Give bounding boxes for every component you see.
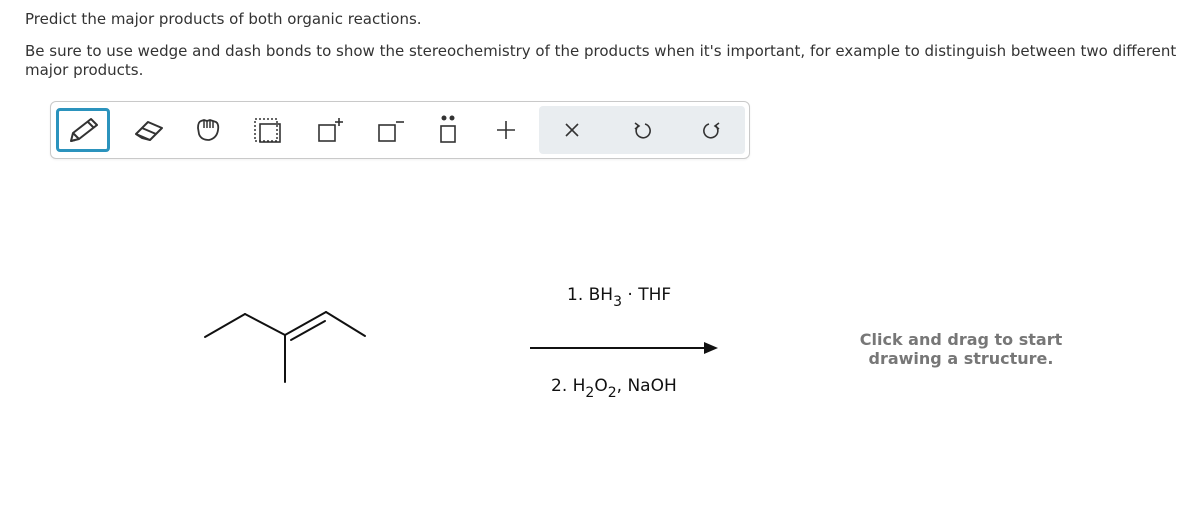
eraser-tool[interactable]: [122, 108, 176, 152]
lone-pair-tool[interactable]: [421, 108, 475, 152]
reagent-step-1: 1. $BH_3$ · THF: [567, 285, 672, 310]
reactant-alkene-structure: [195, 300, 375, 390]
eraser-icon: [132, 116, 166, 144]
negative-charge-tool[interactable]: [363, 108, 417, 152]
plus-icon: [492, 116, 520, 144]
history-controls: [539, 106, 745, 154]
hand-icon: [193, 116, 223, 144]
reagent-step-2: 2. $H_2O_2$, NaOH: [551, 376, 677, 401]
pencil-tool[interactable]: [56, 108, 110, 152]
reaction-arrow: [528, 341, 720, 355]
question-line-2: Be sure to use wedge and dash bonds to show the stereochemistry of the products when it's important, for example to distinguish between two different major products.: [25, 42, 1177, 79]
hand-tool[interactable]: [181, 108, 235, 152]
selection-icon: [251, 115, 285, 145]
positive-charge-tool[interactable]: [303, 108, 357, 152]
pencil-icon: [63, 115, 103, 145]
plus-charge-icon: [313, 115, 347, 145]
redo-icon: [700, 118, 724, 142]
product-drop-zone-hint[interactable]: Click and drag to start drawing a structure.: [859, 330, 1063, 368]
question-line-1: Predict the major products of both organic reactions.: [25, 10, 422, 28]
x-icon: [560, 118, 584, 142]
select-tool[interactable]: [241, 108, 295, 152]
clear-button[interactable]: [545, 108, 599, 152]
undo-icon: [630, 118, 654, 142]
redo-button[interactable]: [685, 108, 739, 152]
drawing-toolbar: [50, 101, 750, 159]
minus-charge-icon: [373, 115, 407, 145]
lone-pair-icon: [433, 114, 463, 146]
undo-button[interactable]: [615, 108, 669, 152]
add-plus-tool[interactable]: [479, 108, 533, 152]
